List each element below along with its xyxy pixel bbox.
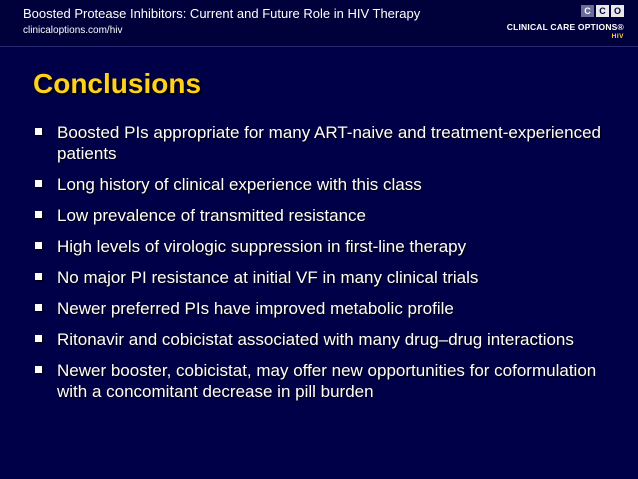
logo-letter-3: O <box>611 5 624 17</box>
header-bar <box>0 0 638 46</box>
logo-letter-1: C <box>581 5 594 17</box>
slide-title: Conclusions <box>33 68 202 99</box>
square-bullet-icon <box>35 304 42 311</box>
presentation-title: Boosted Protease Inhibitors: Current and Future Role in HIV Therapy <box>23 6 421 21</box>
bullet-item <box>33 236 623 257</box>
bullet-text: Long history of clinical experience with this class <box>57 175 422 194</box>
bullet-item <box>33 205 623 226</box>
bullet-text: Ritonavir and cobicistat associated with many drug–drug interactions <box>57 330 574 349</box>
square-bullet-icon <box>35 211 42 218</box>
bullet-item <box>33 267 623 288</box>
bullet-item <box>33 360 623 402</box>
bullet-text: Low prevalence of transmitted resistance <box>57 206 366 225</box>
header-divider <box>0 46 638 47</box>
square-bullet-icon <box>35 128 42 135</box>
bullet-item <box>33 122 623 164</box>
bullet-item <box>33 174 623 195</box>
square-bullet-icon <box>35 366 42 373</box>
conclusions-list <box>33 122 623 412</box>
logo-wordmark: CLINICAL CARE OPTIONS® <box>506 22 624 32</box>
square-bullet-icon <box>35 180 42 187</box>
logo-mark <box>581 5 624 17</box>
bullet-item <box>33 329 623 350</box>
source-url: clinicaloptions.com/hiv <box>23 25 123 36</box>
bullet-text: Newer booster, cobicistat, may offer new opportunities for coformulation with a concomitant decrease in pill burden <box>57 361 597 401</box>
bullet-text: Boosted PIs appropriate for many ART-naive and treatment-experienced patients <box>57 123 601 163</box>
bullet-text: Newer preferred PIs have improved metabolic profile <box>57 299 454 318</box>
logo-subtitle: HIV <box>611 33 624 40</box>
logo-letter-2: C <box>596 5 609 17</box>
square-bullet-icon <box>35 242 42 249</box>
bullet-text: High levels of virologic suppression in first-line therapy <box>57 237 467 256</box>
square-bullet-icon <box>35 273 42 280</box>
bullet-item <box>33 298 623 319</box>
bullet-text: No major PI resistance at initial VF in many clinical trials <box>57 268 479 287</box>
square-bullet-icon <box>35 335 42 342</box>
clinical-care-options-logo <box>506 5 624 41</box>
